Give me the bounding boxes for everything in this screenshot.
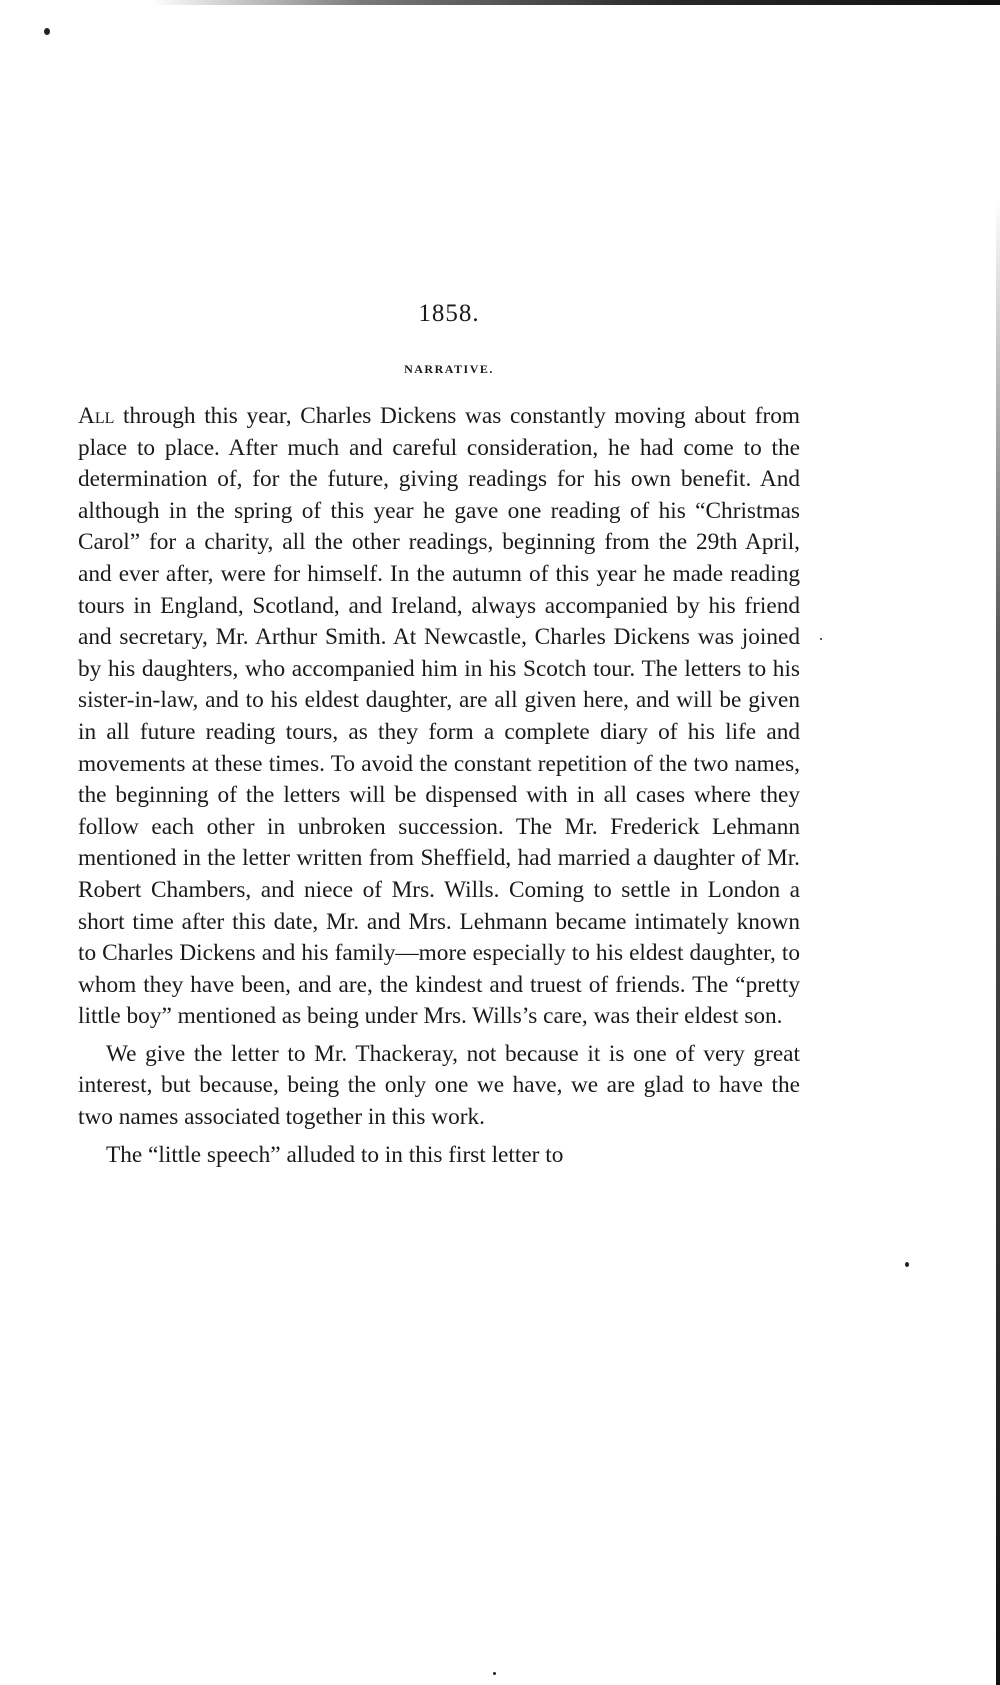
page-year-heading: 1858. <box>418 300 480 327</box>
paragraph-2: We give the letter to Mr. Thackeray, not because it is one of very great interest, but because, being the only one we have, we are glad to have the two names associated together in this work. <box>78 1040 800 1131</box>
paragraph-1-lead: All <box>78 403 115 429</box>
scan-edge-right <box>996 200 1000 1685</box>
book-page <box>78 300 800 1171</box>
scan-speck <box>44 28 50 35</box>
scan-edge-top <box>150 0 1000 5</box>
scan-speck <box>820 638 822 640</box>
paragraph-1-text: through this year, Charles Dickens was constantly moving about from place to place. After much and careful consideration, he had come to the determination of, for the future, giving readings for his own benefit. And although in the spring of this year he gave one reading of his “Christmas Carol” for a charity, all the other readings, beginning from the 29th April, and ever after, were for himself. In the autumn of this year he made reading tours in England, Scotland, and Ireland, always accompanied by his friend and secretary, Mr. Arthur Smith. At Newcastle, Charles Dickens was joined by his daughters, who accompanied him in his Scotch tour. The letters to his sister-in-law, and to his eldest daughter, are all given here, and will be given in all future reading tours, as they form a complete diary of his life and movements at these times. To avoid the constant repetition of the two names, the beginning of the letters will be dispensed with in all cases where they follow each other in unbroken succession. The Mr. Frederick Lehmann mentioned in the letter written from Sheffield, had married a daughter of Mr. Robert Chambers, and niece of Mrs. Wills. Coming to settle in London a short time after this date, Mr. and Mrs. Lehmann became intimately known to Charles Dickens and his family—more especially to his eldest daughter, to whom they have been, and are, the kindest and truest of friends. The “pretty little boy” mentioned as being under Mrs. Wills’s care, was their eldest son. <box>78 403 800 1030</box>
scan-speck <box>905 1262 909 1267</box>
section-heading: NARRATIVE. <box>404 362 494 376</box>
scan-speck <box>493 1672 496 1675</box>
paragraph-3: The “little speech” alluded to in this first letter to <box>106 1141 564 1168</box>
paragraph-1 <box>78 401 800 1033</box>
